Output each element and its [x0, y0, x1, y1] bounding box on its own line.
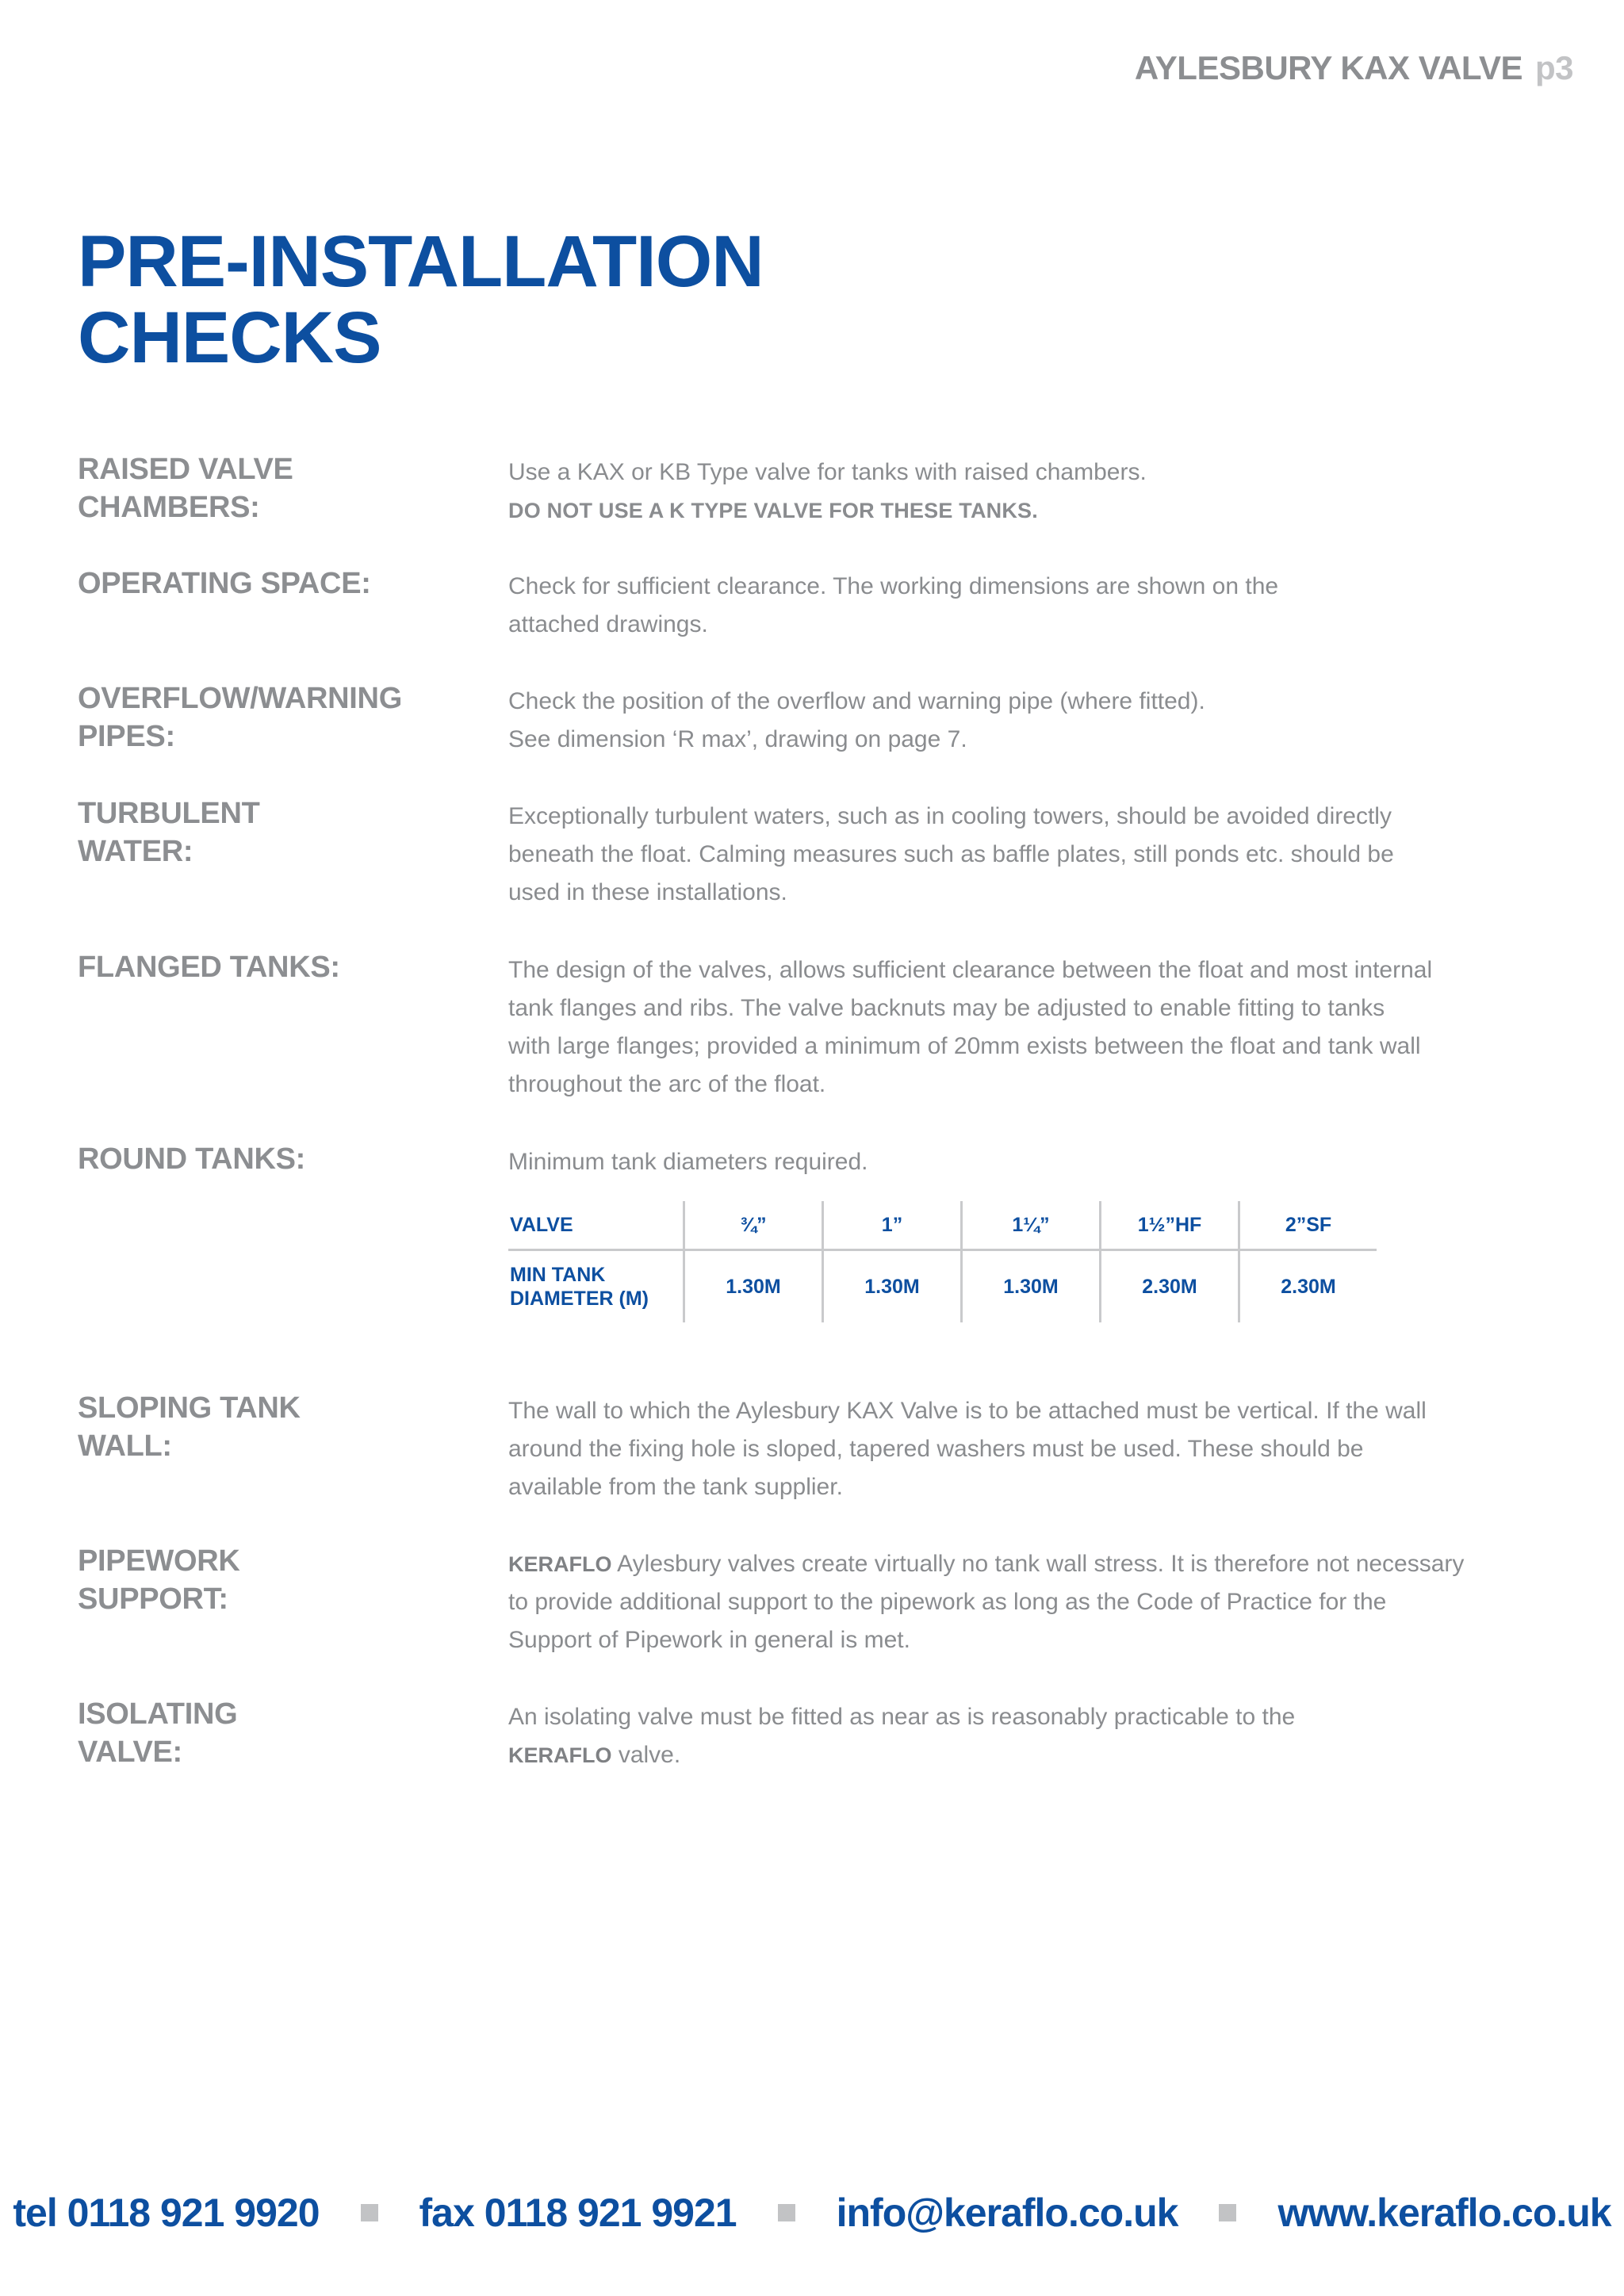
text-line: to provide additional support to the pipework as long as the Code of Practice for the	[508, 1589, 1387, 1615]
page-title-line-2: CHECKS	[78, 297, 381, 378]
table-cell-size: 1¼”	[962, 1201, 1101, 1250]
footer-contact-bar	[0, 2190, 1624, 2236]
label-line: RAISED VALVE	[78, 453, 293, 486]
label-line: OVERFLOW/WARNING	[78, 682, 402, 715]
section-label	[78, 1140, 442, 1178]
table-header-min-tank-diameter	[508, 1250, 684, 1323]
page-number: p3	[1534, 49, 1573, 86]
label-line: OPERATING SPACE:	[78, 567, 371, 600]
table-row-valve-sizes	[508, 1201, 1377, 1250]
section-label	[78, 564, 442, 603]
text-line: The wall to which the Aylesbury KAX Valve is to be attached must be vertical. If the wall	[508, 1398, 1427, 1424]
table-cell-diameter: 2.30M	[1101, 1250, 1239, 1323]
label-line: VALVE:	[78, 1735, 182, 1769]
min-tank-diameter-table	[508, 1201, 1377, 1322]
section-text	[508, 951, 1507, 1104]
section-text	[508, 683, 1507, 759]
section-text	[508, 568, 1507, 644]
text-line	[508, 1736, 1507, 1774]
warning-text: DO NOT USE A K TYPE VALVE FOR THESE TANKS.	[508, 499, 1038, 522]
page-header	[1135, 49, 1573, 87]
table-row-min-diameter	[508, 1250, 1377, 1323]
section-label	[78, 794, 442, 871]
page-title-line-1: PRE-INSTALLATION	[78, 221, 764, 302]
footer-telephone: tel 0118 921 9920	[13, 2191, 320, 2235]
text-line: throughout the arc of the float.	[508, 1071, 826, 1097]
text-line: An isolating valve must be fitted as near as is reasonably practicable to the	[508, 1704, 1296, 1730]
text-fragment: Aylesbury valves create virtually no tank wall stress. It is therefore not necessary	[611, 1551, 1465, 1577]
text-line: Support of Pipework in general is met.	[508, 1627, 910, 1653]
label-line: SUPPORT:	[78, 1582, 228, 1616]
section-label	[78, 1389, 442, 1465]
brand-name: KERAFLO	[508, 1552, 612, 1576]
footer-website-link[interactable]: www.keraflo.co.uk	[1277, 2191, 1611, 2235]
table-cell-size: 1”	[823, 1201, 962, 1250]
label-line: ROUND TANKS:	[78, 1142, 306, 1176]
text-line: available from the tank supplier.	[508, 1474, 843, 1500]
text-line: Use a KAX or KB Type valve for tanks with raised chambers.	[508, 459, 1147, 485]
text-line: tank flanges and ribs. The valve backnuts may be adjusted to enable fitting to tanks	[508, 995, 1385, 1021]
table-cell-size: 1½”HF	[1101, 1201, 1239, 1250]
section-label	[78, 1695, 442, 1771]
label-line: PIPEWORK	[78, 1544, 240, 1578]
label-line: WATER:	[78, 835, 193, 868]
table-cell-diameter: 1.30M	[823, 1250, 962, 1323]
section-text	[508, 1698, 1507, 1774]
table-cell-size: 2”SF	[1239, 1201, 1377, 1250]
row-label-line: DIAMETER (M)	[510, 1288, 649, 1310]
text-line: around the fixing hole is sloped, tapered washers must be used. These should be	[508, 1436, 1364, 1462]
section-text	[508, 1392, 1507, 1506]
header-title: AYLESBURY KAX VALVE	[1134, 49, 1522, 86]
label-line: PIPES:	[78, 720, 175, 753]
text-line	[508, 1545, 1507, 1583]
section-label	[78, 450, 442, 526]
label-line: SLOPING TANK	[78, 1391, 301, 1425]
text-line: Minimum tank diameters required.	[508, 1149, 868, 1175]
table-cell-diameter: 2.30M	[1239, 1250, 1377, 1323]
table-cell-diameter: 1.30M	[684, 1250, 823, 1323]
text-fragment: valve.	[611, 1742, 681, 1768]
text-line: used in these installations.	[508, 879, 787, 905]
text-line: attached drawings.	[508, 611, 708, 637]
text-line: See dimension ‘R max’, drawing on page 7.	[508, 726, 967, 752]
page-title	[78, 221, 764, 378]
section-label	[78, 948, 442, 986]
section-text	[508, 453, 1507, 530]
text-line: Check for sufficient clearance. The working dimensions are shown on the	[508, 573, 1279, 599]
table-cell-size: ¾”	[684, 1201, 823, 1250]
label-line: TURBULENT	[78, 797, 260, 830]
text-line: with large flanges; provided a minimum of 20mm exists between the float and tank wall	[508, 1033, 1421, 1059]
footer-separator-square	[778, 2204, 795, 2221]
text-line: beneath the float. Calming measures such as baffle plates, still ponds etc. should be	[508, 841, 1394, 867]
footer-separator-square	[361, 2204, 378, 2221]
section-text	[508, 1545, 1507, 1659]
footer-separator-square	[1219, 2204, 1236, 2221]
text-line: The design of the valves, allows sufficient clearance between the float and most internal	[508, 957, 1433, 983]
footer-email-link[interactable]: info@keraflo.co.uk	[836, 2191, 1178, 2235]
section-label	[78, 679, 442, 756]
label-line: ISOLATING	[78, 1697, 238, 1731]
section-text	[508, 798, 1507, 912]
text-line: Exceptionally turbulent waters, such as in cooling towers, should be avoided directly	[508, 803, 1392, 829]
label-line: FLANGED TANKS:	[78, 951, 340, 984]
brand-name: KERAFLO	[508, 1743, 612, 1767]
label-line: WALL:	[78, 1429, 172, 1463]
text-line: Check the position of the overflow and warning pipe (where fitted).	[508, 688, 1205, 714]
table-cell-diameter: 1.30M	[962, 1250, 1101, 1323]
section-label	[78, 1542, 442, 1618]
row-label-line: MIN TANK	[510, 1264, 606, 1286]
section-text	[508, 1143, 1507, 1181]
label-line: CHAMBERS:	[78, 491, 260, 524]
table-header-valve: VALVE	[508, 1201, 684, 1250]
footer-fax: fax 0118 921 9921	[419, 2191, 737, 2235]
